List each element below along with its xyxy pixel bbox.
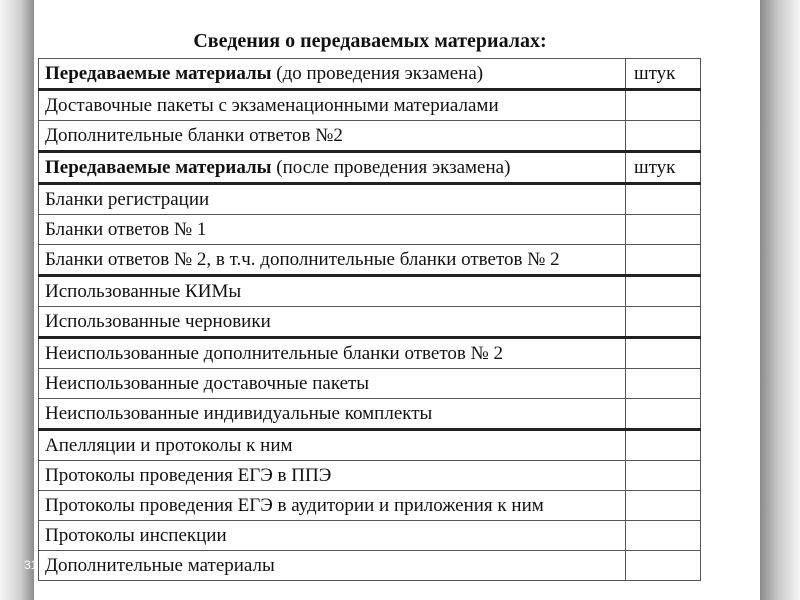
table-row bbox=[39, 430, 701, 461]
materials-table bbox=[38, 58, 701, 581]
row-label: Протоколы инспекции bbox=[39, 521, 626, 551]
header-label-normal: (до проведения экзамена) bbox=[271, 63, 484, 84]
count-cell[interactable] bbox=[626, 369, 701, 399]
slide-number: 31 bbox=[24, 558, 38, 572]
count-cell[interactable] bbox=[626, 245, 701, 276]
slide-frame-right bbox=[760, 0, 800, 600]
count-cell[interactable] bbox=[626, 276, 701, 307]
count-cell[interactable] bbox=[626, 461, 701, 491]
count-cell[interactable] bbox=[626, 430, 701, 461]
table-row bbox=[39, 551, 701, 581]
slide-frame-left bbox=[0, 0, 34, 600]
row-label: Дополнительные материалы bbox=[39, 551, 626, 581]
table-row bbox=[39, 121, 701, 152]
header-label-bold: Передаваемые материалы bbox=[45, 63, 272, 84]
table-row bbox=[39, 399, 701, 430]
section-header-after-exam bbox=[39, 152, 701, 184]
table-row bbox=[39, 90, 701, 121]
row-label: Использованные КИМы bbox=[39, 276, 626, 307]
row-label: Неиспользованные доставочные пакеты bbox=[39, 369, 626, 399]
count-cell[interactable] bbox=[626, 215, 701, 245]
unit-header: штук bbox=[626, 152, 701, 184]
table-row bbox=[39, 215, 701, 245]
count-cell[interactable] bbox=[626, 551, 701, 581]
page-title: Сведения о передаваемых материалах: bbox=[193, 30, 547, 52]
count-cell[interactable] bbox=[626, 184, 701, 215]
row-label: Апелляции и протоколы к ним bbox=[39, 430, 626, 461]
table-row bbox=[39, 491, 701, 521]
count-cell[interactable] bbox=[626, 121, 701, 152]
row-label: Дополнительные бланки ответов №2 bbox=[39, 121, 626, 152]
header-label-normal: (после проведения экзамена) bbox=[271, 157, 511, 178]
table-row bbox=[39, 521, 701, 551]
unit-header: штук bbox=[626, 59, 701, 90]
count-cell[interactable] bbox=[626, 307, 701, 338]
table-row bbox=[39, 338, 701, 369]
header-label bbox=[39, 152, 626, 184]
table-row bbox=[39, 184, 701, 215]
section-header-before-exam bbox=[39, 59, 701, 90]
row-label: Неиспользованные дополнительные бланки ответов № 2 bbox=[39, 338, 626, 369]
table-row bbox=[39, 369, 701, 399]
row-label: Бланки регистрации bbox=[39, 184, 626, 215]
count-cell[interactable] bbox=[626, 521, 701, 551]
row-label: Протоколы проведения ЕГЭ в ППЭ bbox=[39, 461, 626, 491]
row-label: Доставочные пакеты с экзаменационными материалами bbox=[39, 90, 626, 121]
table-row bbox=[39, 461, 701, 491]
table-row bbox=[39, 307, 701, 338]
table-row bbox=[39, 276, 701, 307]
row-label: Неиспользованные индивидуальные комплекты bbox=[39, 399, 626, 430]
header-label-bold: Передаваемые материалы bbox=[45, 157, 272, 178]
row-label: Бланки ответов № 2, в т.ч. дополнительные бланки ответов № 2 bbox=[39, 245, 626, 276]
count-cell[interactable] bbox=[626, 338, 701, 369]
count-cell[interactable] bbox=[626, 90, 701, 121]
row-label: Бланки ответов № 1 bbox=[39, 215, 626, 245]
row-label: Использованные черновики bbox=[39, 307, 626, 338]
header-label bbox=[39, 59, 626, 90]
count-cell[interactable] bbox=[626, 491, 701, 521]
row-label: Протоколы проведения ЕГЭ в аудитории и приложения к ним bbox=[39, 491, 626, 521]
table-row bbox=[39, 245, 701, 276]
count-cell[interactable] bbox=[626, 399, 701, 430]
